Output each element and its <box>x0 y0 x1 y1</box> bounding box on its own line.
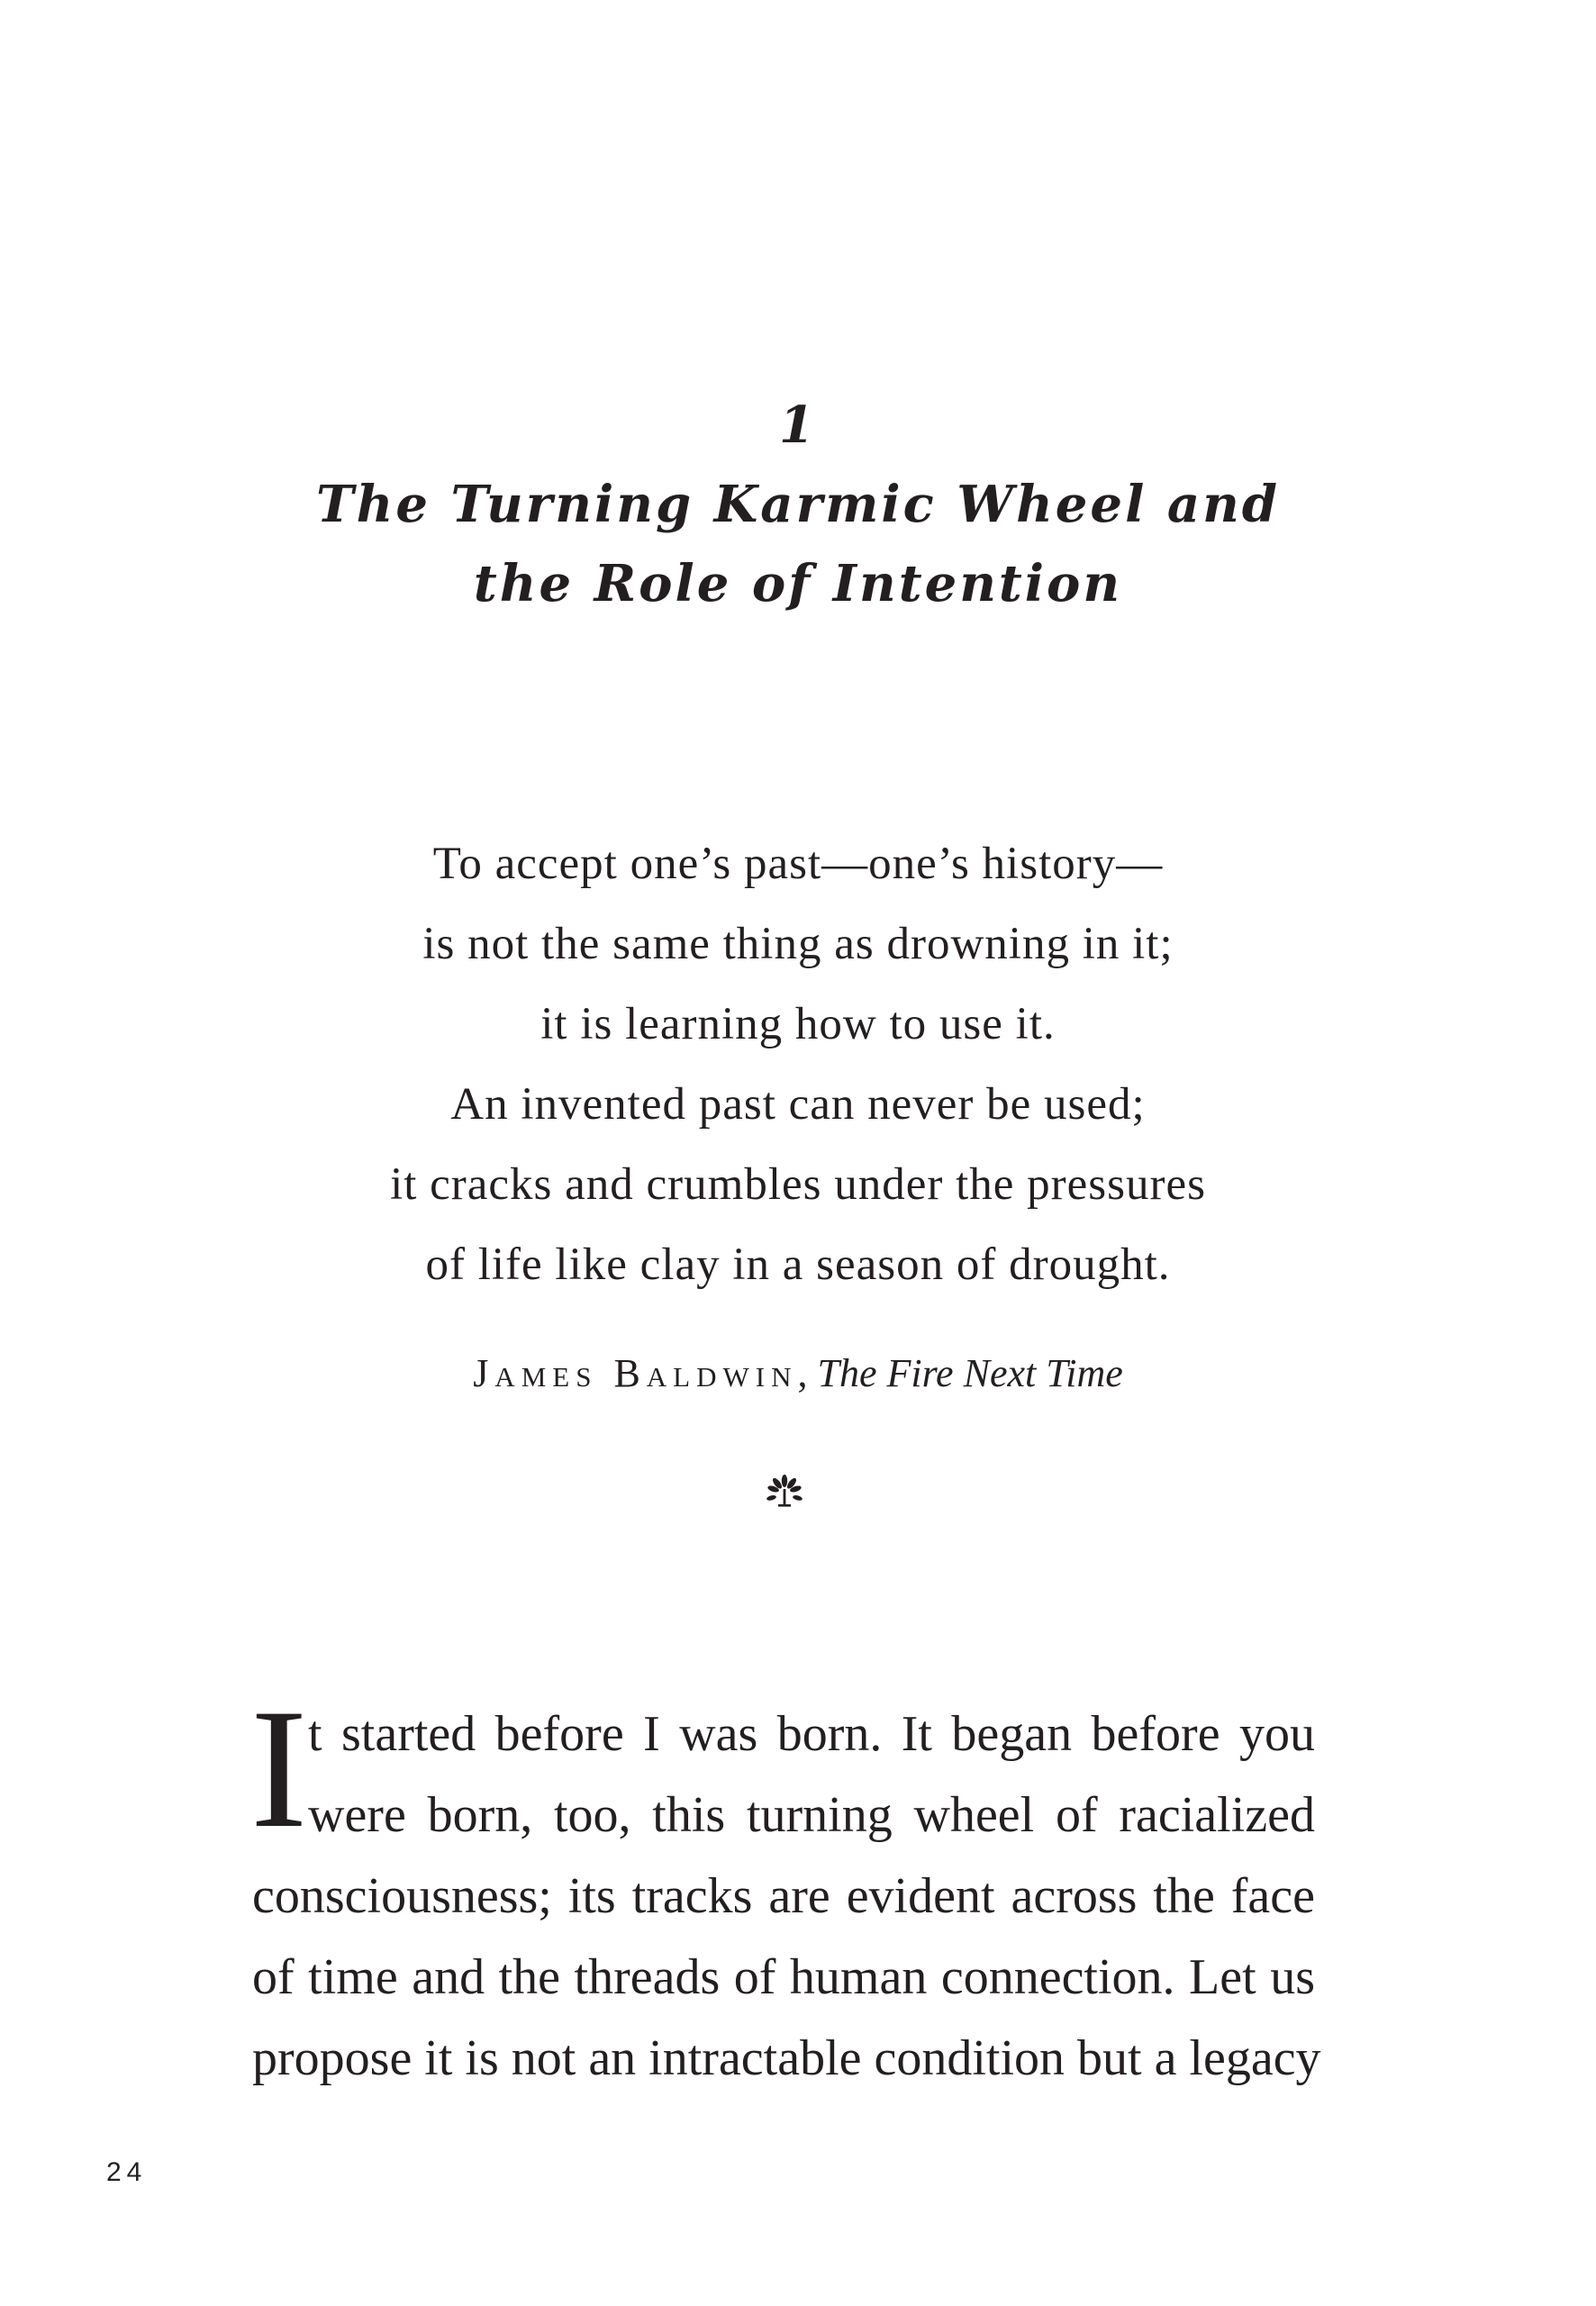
leaf-ornament-icon <box>766 1473 803 1509</box>
chapter-number: 1 <box>779 395 817 455</box>
drop-cap: I <box>250 1675 308 1864</box>
epigraph-line: An invented past can never be used; <box>450 1079 1146 1130</box>
page-number: 24 <box>106 2157 148 2187</box>
epigraph-line: of life like clay in a season of drought. <box>425 1239 1171 1290</box>
chapter-title-line-1: The Turning Karmic Wheel and <box>316 475 1280 534</box>
chapter-title-line-2: the Role of Intention <box>473 554 1123 613</box>
epigraph-line: it is learning how to use it. <box>540 999 1056 1049</box>
epigraph-line: To accept one’s past—one’s history— <box>432 839 1164 889</box>
body-line: consciousness; its tracks are evident across the face <box>252 1868 1315 1924</box>
epigraph <box>0 824 1596 1305</box>
attribution-author: James Baldwin <box>473 1351 798 1395</box>
attribution-work-title: The Fire Next Time <box>817 1351 1123 1395</box>
body-line: were born, too, this turning wheel of racialized <box>308 1787 1315 1843</box>
epigraph-attribution <box>0 1347 1596 1401</box>
body-line: t started before I was born. It began before you <box>308 1706 1315 1762</box>
body-paragraph <box>250 1675 1321 2099</box>
attribution-separator: , <box>797 1351 818 1395</box>
epigraph-line: is not the same thing as drowning in it; <box>422 919 1174 969</box>
chapter-heading <box>0 386 1596 623</box>
epigraph-line: it cracks and crumbles under the pressures <box>390 1159 1206 1210</box>
body-line: propose it is not an intractable condition but a legacy <box>252 2030 1321 2086</box>
body-line: of time and the threads of human connection. Let us <box>252 1949 1315 2005</box>
